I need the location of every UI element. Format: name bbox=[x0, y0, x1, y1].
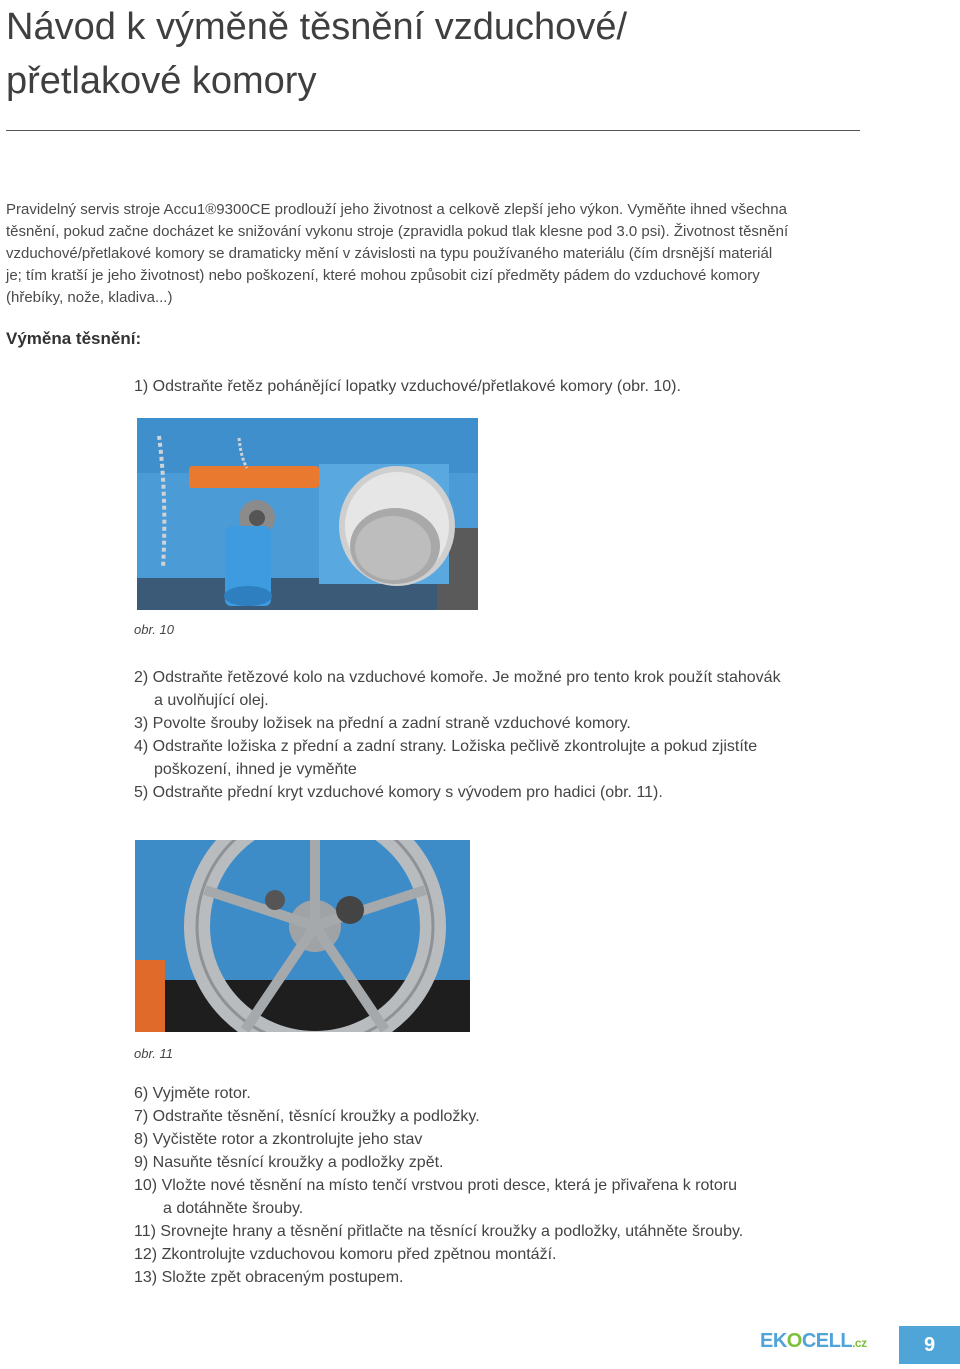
intro-line3: vzduchové/přetlakové komory se dramaticky mění v závislosti na typu používaného materiálu (čím drsnější materiál bbox=[6, 245, 773, 262]
intro-line2: těsnění, pokud začne docházet ke snižování vykonu stroje (zpravidla pokud tlak klesne pod 3.0 psi). Životnost těsnění bbox=[6, 223, 789, 240]
step-13: 13) Složte zpět obraceným postupem. bbox=[134, 1269, 404, 1286]
step-1: 1) Odstraňte řetěz pohánějící lopatky vzduchové/přetlakové komory (obr. 10). bbox=[134, 378, 681, 395]
figure-10-photo bbox=[137, 418, 478, 610]
figure-10-caption: obr. 10 bbox=[134, 622, 174, 637]
section-heading: Výměna těsnění: bbox=[6, 329, 142, 348]
recycle-leaf-icon: O bbox=[786, 1330, 802, 1352]
step-8: 8) Vyčistěte rotor a zkontrolujte jeho stav bbox=[134, 1131, 423, 1148]
step-2: 2) Odstraňte řetězové kolo na vzduchové komoře. Je možné pro tento krok použít stahovák bbox=[134, 669, 781, 686]
page-title-line2: přetlakové komory bbox=[6, 60, 317, 102]
steps-6-13 bbox=[134, 1082, 743, 1289]
intro-paragraph bbox=[6, 199, 866, 309]
intro-line1: Pravidelný servis stroje Accu1®9300CE prodlouží jeho životnost a celkově zlepší jeho výkon. Vyměňte ihned všechna bbox=[6, 201, 787, 218]
title-divider bbox=[6, 130, 860, 131]
step-7: 7) Odstraňte těsnění, těsnící kroužky a podložky. bbox=[134, 1108, 480, 1125]
step-11: 11) Srovnejte hrany a těsnění přitlačte na těsnící kroužky a podložky, utáhněte šrouby. bbox=[134, 1223, 744, 1240]
step-6: 6) Vyjměte rotor. bbox=[134, 1085, 251, 1102]
intro-line5: (hřebíky, nože, kladiva...) bbox=[6, 289, 173, 306]
step-2-continued: a uvolňující olej. bbox=[154, 692, 269, 709]
page-number: 9 bbox=[899, 1326, 960, 1364]
step-10: 10) Vložte nové těsnění na místo tenčí vrstvou proti desce, která je přivařena k rotoru bbox=[134, 1177, 737, 1194]
steps-2-5 bbox=[134, 666, 781, 804]
step-12: 12) Zkontrolujte vzduchovou komoru před zpětnou montáží. bbox=[134, 1246, 557, 1263]
step-4-continued: poškození, ihned je vyměňte bbox=[154, 761, 357, 778]
step-5: 5) Odstraňte přední kryt vzduchové komory s vývodem pro hadici (obr. 11). bbox=[134, 784, 663, 801]
page-title bbox=[6, 0, 906, 108]
step-9: 9) Nasuňte těsnící kroužky a podložky zpět. bbox=[134, 1154, 444, 1171]
figure-11-photo bbox=[135, 840, 470, 1032]
ekocell-logo: EKOCELL.cz bbox=[760, 1330, 867, 1352]
page-title-line1: Návod k výměně těsnění vzduchové/ bbox=[6, 6, 628, 48]
step-10-continued: a dotáhněte šrouby. bbox=[163, 1200, 304, 1217]
intro-line4: je; tím kratší je jeho životnost) nebo poškození, které mohou způsobit cizí předměty pádem do vzduchové komory bbox=[6, 267, 760, 284]
step-3: 3) Povolte šrouby ložisek na přední a zadní straně vzduchové komory. bbox=[134, 715, 631, 732]
step-4: 4) Odstraňte ložiska z přední a zadní strany. Ložiska pečlivě zkontrolujte a pokud zjistíte bbox=[134, 738, 758, 755]
figure-11-caption: obr. 11 bbox=[134, 1046, 174, 1061]
